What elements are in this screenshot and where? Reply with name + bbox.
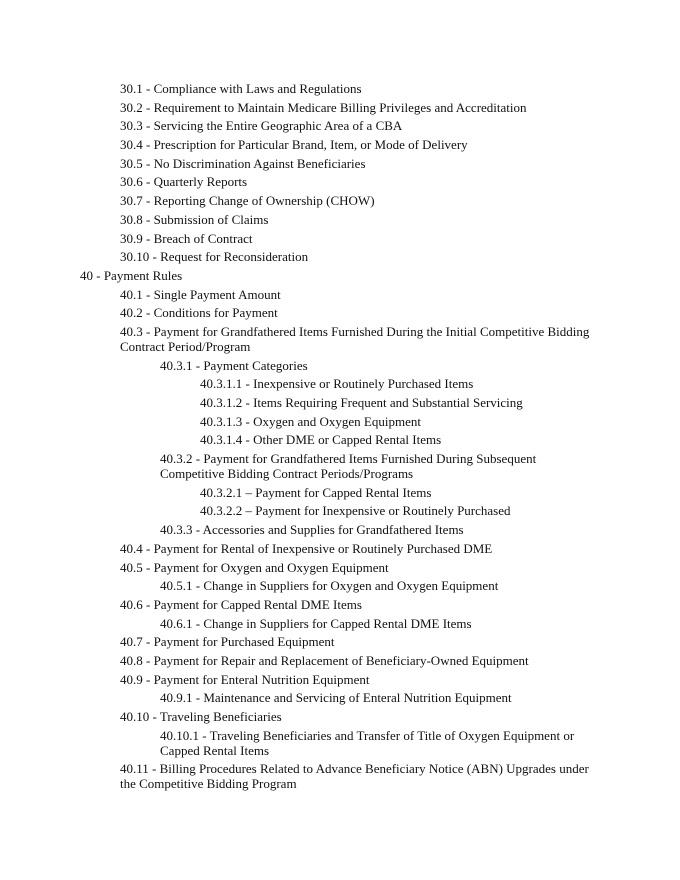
toc-entry-30-8[interactable]: 30.8 - Submission of Claims	[120, 211, 269, 227]
toc-entry-30-5[interactable]: 30.5 - No Discrimination Against Beneficiaries	[120, 155, 366, 171]
toc-entry-40-7[interactable]: 40.7 - Payment for Purchased Equipment	[120, 634, 335, 650]
toc-entry-40-9-1[interactable]: 40.9.1 - Maintenance and Servicing of Enteral Nutrition Equipment	[160, 690, 512, 706]
toc-entry-30-2[interactable]: 30.2 - Requirement to Maintain Medicare Billing Privileges and Accreditation	[120, 99, 527, 115]
toc-entry-40-2[interactable]: 40.2 - Conditions for Payment	[120, 305, 278, 321]
toc-entry-40-3-3[interactable]: 40.3.3 - Accessories and Supplies for Grandfathered Items	[160, 522, 464, 538]
toc-entry-40-3[interactable]: 40.3 - Payment for Grandfathered Items Furnished During the Initial Competitive Bidding Contract Period/Program	[120, 323, 590, 354]
toc-entry-40-3-1-4[interactable]: 40.3.1.4 - Other DME or Capped Rental Items	[200, 432, 442, 448]
toc-entry-40-5-1[interactable]: 40.5.1 - Change in Suppliers for Oxygen and Oxygen Equipment	[160, 578, 499, 594]
toc-entry-40-5[interactable]: 40.5 - Payment for Oxygen and Oxygen Equipment	[120, 559, 389, 575]
toc-entry-40-3-1-2[interactable]: 40.3.1.2 - Items Requiring Frequent and Substantial Servicing	[200, 395, 523, 410]
toc-entry-30-1[interactable]: 30.1 - Compliance with Laws and Regulations	[120, 81, 362, 96]
toc-entry-40-1[interactable]: 40.1 - Single Payment Amount	[120, 286, 281, 302]
toc-entry-40-8[interactable]: 40.8 - Payment for Repair and Replacement of Beneficiary-Owned Equipment	[120, 652, 529, 668]
toc-entry-30-4[interactable]: 30.4 - Prescription for Particular Brand, Item, or Mode of Delivery	[120, 137, 468, 153]
toc-entry-40-3-2-1[interactable]: 40.3.2.1 – Payment for Capped Rental Items	[200, 484, 432, 500]
toc-entry-40-3-1-1[interactable]: 40.3.1.1 - Inexpensive or Routinely Purchased Items	[200, 376, 474, 392]
toc-entry-40-6-1[interactable]: 40.6.1 - Change in Suppliers for Capped Rental DME Items	[160, 615, 472, 631]
toc-entry-40-10[interactable]: 40.10 - Traveling Beneficiaries	[120, 709, 282, 724]
toc-entry-40-3-1-3[interactable]: 40.3.1.3 - Oxygen and Oxygen Equipment	[200, 413, 421, 429]
toc-entry-30-9[interactable]: 30.9 - Breach of Contract	[120, 230, 253, 246]
toc-entry-40-3-2-2[interactable]: 40.3.2.2 – Payment for Inexpensive or Routinely Purchased	[200, 503, 511, 519]
toc-entry-40-3-1[interactable]: 40.3.1 - Payment Categories	[160, 357, 308, 373]
toc-entry-30-7[interactable]: 30.7 - Reporting Change of Ownership (CHOW)	[120, 193, 375, 209]
toc-entry-30-6[interactable]: 30.6 - Quarterly Reports	[120, 174, 248, 190]
toc-entry-40-6[interactable]: 40.6 - Payment for Capped Rental DME Items	[120, 596, 362, 612]
toc-entry-40-11[interactable]: 40.11 - Billing Procedures Related to Advance Beneficiary Notice (ABN) Upgrades under the Competitive Bidding Program	[120, 761, 589, 792]
toc-entry-40-9[interactable]: 40.9 - Payment for Enteral Nutrition Equipment	[120, 671, 370, 687]
toc-entry-40-4[interactable]: 40.4 - Payment for Rental of Inexpensive or Routinely Purchased DME	[120, 540, 493, 556]
toc-entry-40-3-2[interactable]: 40.3.2 - Payment for Grandfathered Items Furnished During Subsequent Competitive Bidding Contract Periods/Programs	[160, 451, 537, 482]
toc-entry-30-10[interactable]: 30.10 - Request for Reconsideration	[120, 249, 309, 265]
table-of-contents	[0, 79, 680, 793]
toc-entry-40-10-1[interactable]: 40.10.1 - Traveling Beneficiaries and Transfer of Title of Oxygen Equipment or Capped Rental Items	[160, 727, 575, 758]
toc-entry-30-3[interactable]: 30.3 - Servicing the Entire Geographic Area of a CBA	[120, 118, 403, 134]
toc-entry-40[interactable]: 40 - Payment Rules	[80, 267, 183, 283]
